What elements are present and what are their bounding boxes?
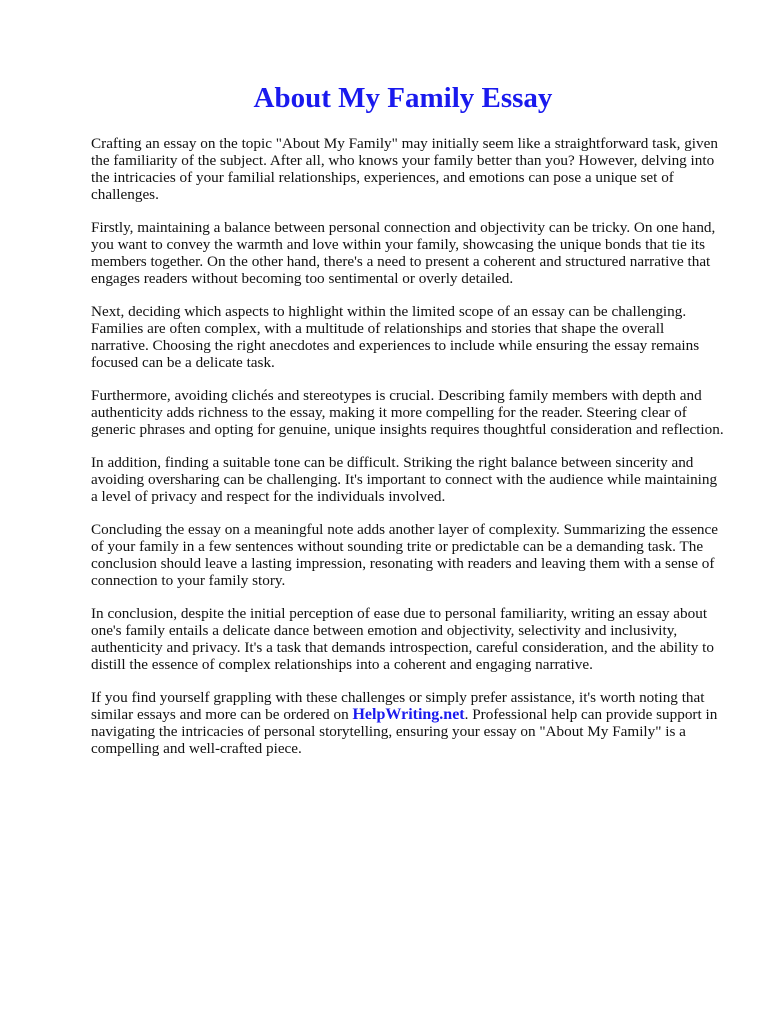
document-page: [91, 80, 725, 773]
paragraph-5: In addition, finding a suitable tone can be difficult. Striking the right balance between sincerity and avoiding oversharing can be challenging. It's important to connect with the audience while maintaining a level of privacy and respect for the individuals involved.: [91, 454, 718, 505]
paragraph-3: Next, deciding which aspects to highlight within the limited scope of an essay can be challenging. Families are often complex, with a multitude of relationships and stories that shape the overall narrative. Choosing the right anecdotes and experiences to include while ensuring the essay remains focused can be a delicate task.: [91, 303, 700, 371]
paragraph-4: Furthermore, avoiding clichés and stereotypes is crucial. Describing family members with depth and authenticity adds richness to the essay, making it more compelling for the reader. Steering clear of generic phrases and opting for genuine, unique insights requires thoughtful consideration and reflection.: [91, 387, 724, 438]
paragraph-8-text-after-link: . Professional help can provide support in navigating the intricacies of personal storytelling, ensuring your essay on "About My Family" is a compelling and well-crafted piece.: [91, 706, 718, 757]
paragraph-1: Crafting an essay on the topic "About My Family" may initially seem like a straightforward task, given the familiarity of the subject. After all, who knows your family better than you? However, delving into the intricacies of your familial relationships, experiences, and emotions can pose a unique set of challenges.: [91, 135, 718, 203]
paragraph-2: Firstly, maintaining a balance between personal connection and objectivity can be tricky. On one hand, you want to convey the warmth and love within your family, showcasing the unique bonds that tie its members together. On the other hand, there's a need to present a coherent and structured narrative that engages readers without becoming too sentimental or overly detailed.: [91, 219, 716, 287]
paragraph-6: Concluding the essay on a meaningful note adds another layer of complexity. Summarizing the essence of your family in a few sentences without sounding trite or predictable can be a demanding task. The conclusion should leave a lasting impression, resonating with readers and leaving them with a sense of connection to your family story.: [91, 521, 719, 589]
paragraph-7: In conclusion, despite the initial perception of ease due to personal familiarity, writing an essay about one's family entails a delicate dance between emotion and objectivity, selectivity and inclusivity, authenticity and privacy. It's a task that demands introspection, careful consideration, and the ability to distill the essence of complex relationships into a coherent and engaging narrative.: [91, 605, 714, 673]
paragraph-8-text-before-link: If you find yourself grappling with these challenges or simply prefer assistance, it's worth noting that similar essays and more can be ordered on: [91, 689, 705, 723]
helpwriting-link[interactable]: HelpWriting.net: [352, 706, 465, 723]
page-title: About My Family Essay: [253, 82, 553, 114]
paragraph-8: [91, 689, 725, 757]
